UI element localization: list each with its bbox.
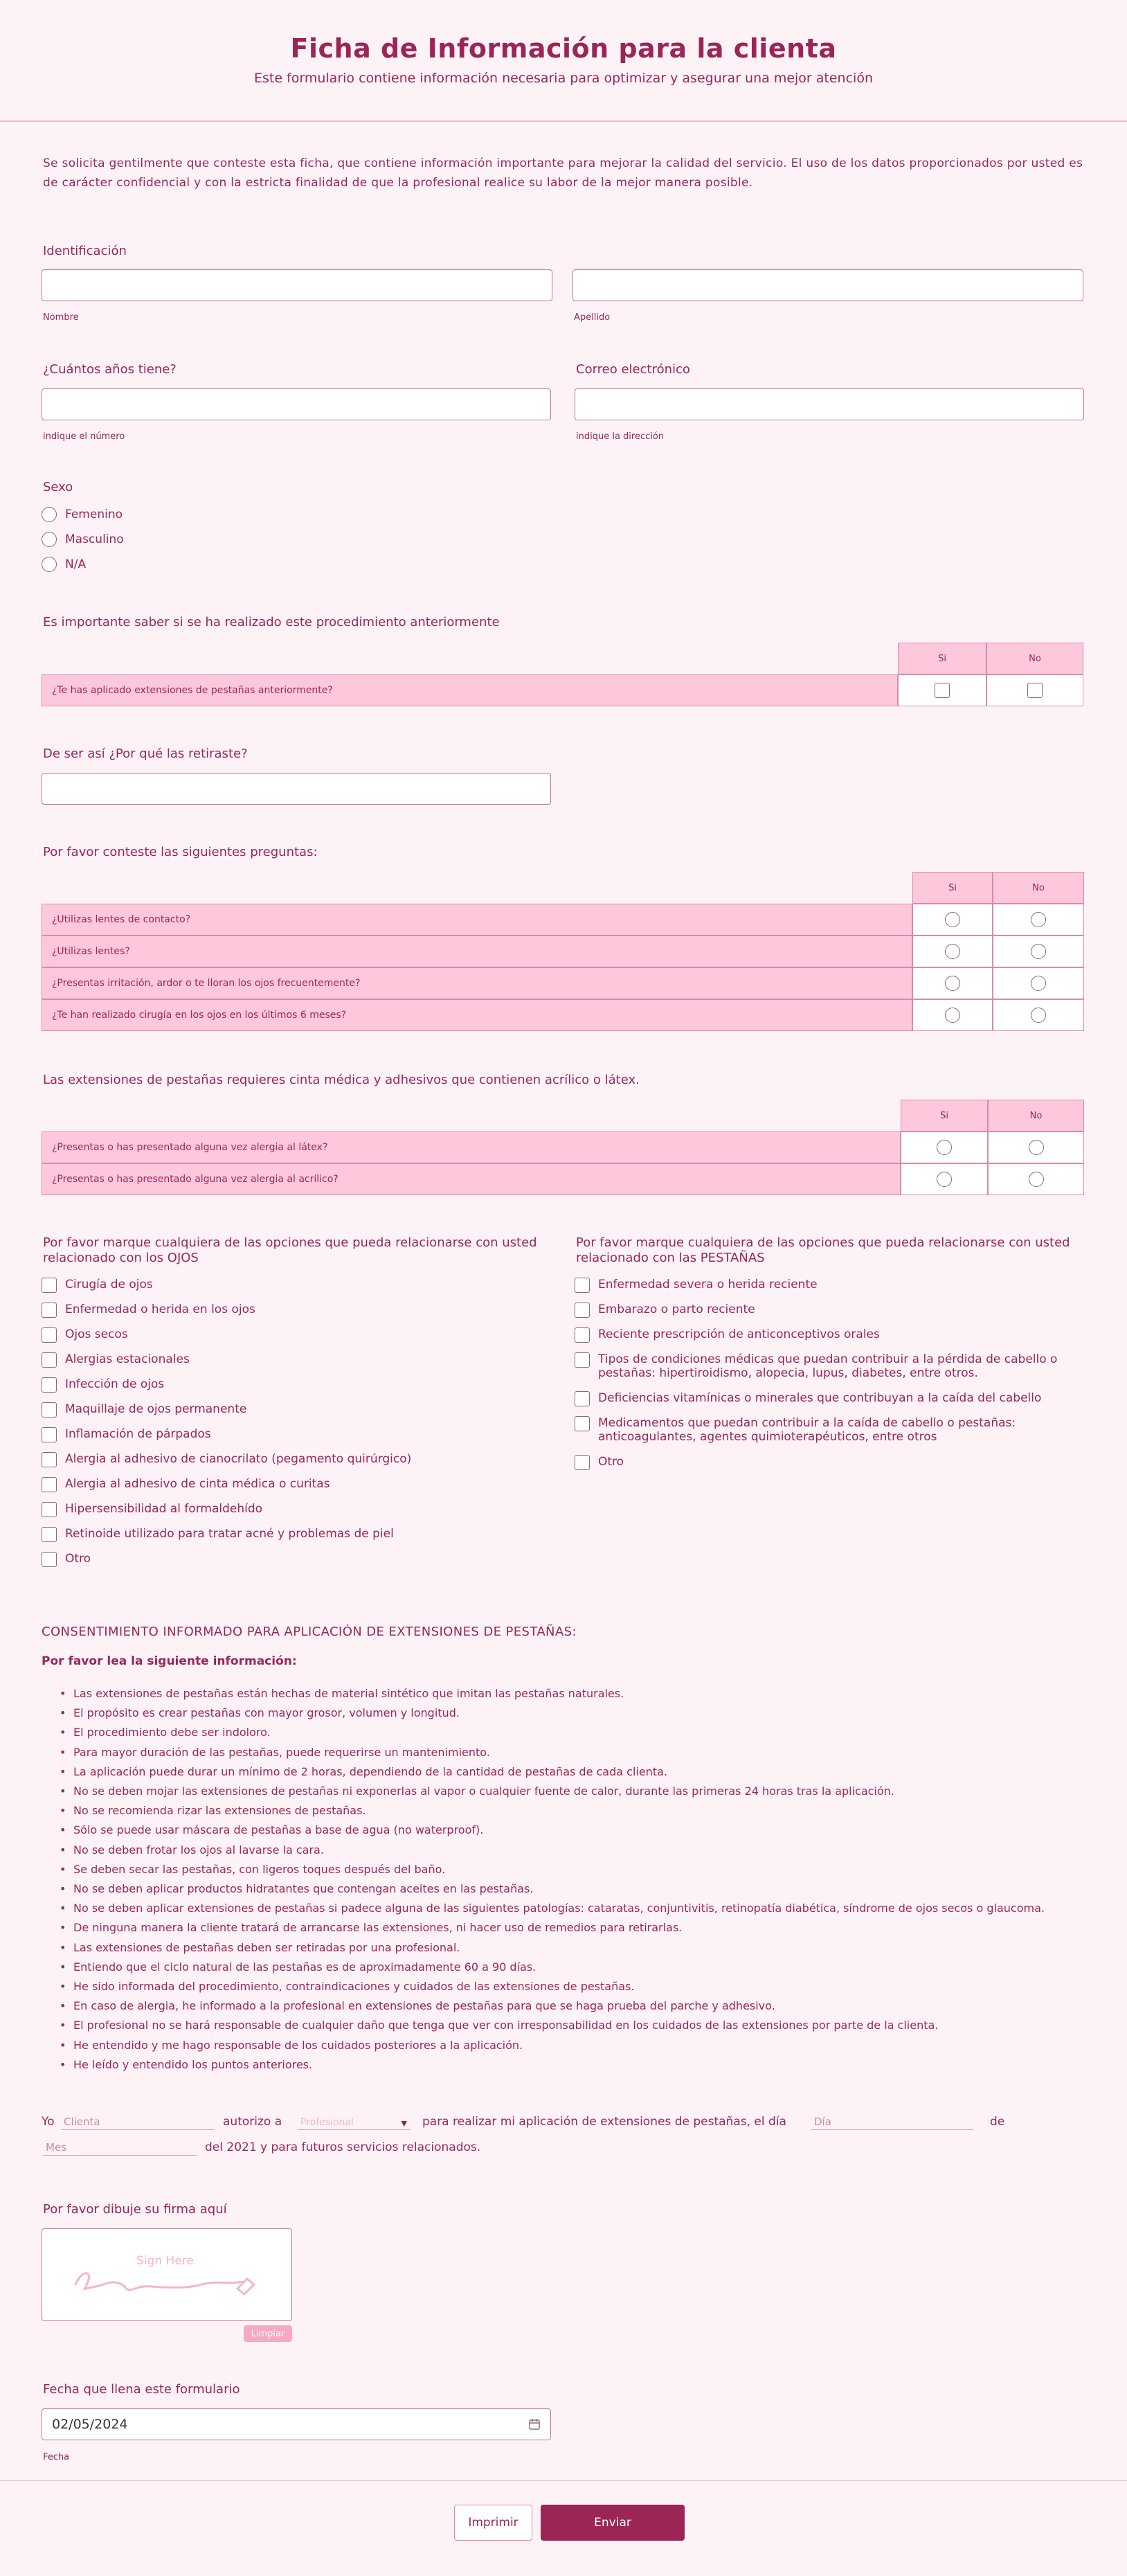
eyes-option[interactable]: Hipersensibilidad al formaldehído	[42, 1502, 554, 1527]
consent-item: • El profesional no se hará responsable de cualquier daño que tenga que ver con irresponsabilidad en los cuidados de las extensiones por parte de la clienta.	[73, 2016, 1091, 2035]
matrix-row-label: ¿Te han realizado cirugía en los ojos en los últimos 6 meses?	[42, 999, 912, 1031]
matrix-cell[interactable]	[988, 1163, 1084, 1195]
radio-button[interactable]	[945, 912, 960, 927]
date-value: 02/05/2024	[52, 2417, 128, 2432]
radio-button[interactable]	[945, 976, 960, 991]
matrix-cell[interactable]	[993, 967, 1084, 999]
consent-item: • He entendido y me hago responsable de los cuidados posteriores a la aplicación.	[73, 2036, 1091, 2055]
sex-option-femenino[interactable]: Femenino	[42, 507, 123, 522]
authorization-middle-text: para realizar mi aplicación de extensiones de pestañas, el día	[422, 2115, 786, 2129]
radio-button[interactable]	[1029, 1140, 1044, 1155]
day-input[interactable]: Día	[811, 2112, 973, 2130]
yo-text: Yo	[42, 2115, 55, 2129]
eyes-option[interactable]: Alergias estacionales	[42, 1352, 554, 1377]
page-title: Ficha de Información para la clienta	[290, 33, 837, 64]
radio-button[interactable]	[42, 532, 57, 547]
consent-item: • He leído y entendido los puntos anteriores.	[73, 2055, 1091, 2075]
checkbox[interactable]	[42, 1352, 57, 1368]
matrix-cell[interactable]	[912, 904, 993, 936]
radio-button[interactable]	[42, 557, 57, 572]
checkbox[interactable]	[42, 1402, 57, 1417]
eyes-option[interactable]: Retinoide utilizado para tratar acné y problemas de piel	[42, 1527, 554, 1552]
removal-label: De ser así ¿Por qué las retiraste?	[43, 746, 248, 761]
matrix-cell[interactable]	[901, 1163, 988, 1195]
first-name-input[interactable]	[42, 269, 552, 301]
client-name-input[interactable]: Clienta	[61, 2112, 215, 2130]
consent-item: • No se deben frotar los ojos al lavarse la cara.	[73, 1841, 1091, 1860]
submit-button[interactable]: Enviar	[541, 2505, 685, 2541]
consent-item: • Las extensiones de pestañas están hechas de material sintético que imitan las pestañas naturales.	[73, 1684, 1091, 1703]
radio-button[interactable]	[937, 1140, 952, 1155]
matrix-cell[interactable]	[993, 999, 1084, 1031]
consent-item: • El procedimiento debe ser indoloro.	[73, 1723, 1091, 1742]
date-label: Fecha que llena este formulario	[43, 2382, 240, 2397]
lashes-option[interactable]: Enfermedad severa o herida reciente	[575, 1278, 1059, 1303]
checkbox[interactable]	[42, 1327, 57, 1343]
consent-item: • En caso de alergia, he informado a la profesional en extensiones de pestañas para que se haga prueba del parche y adhesivo.	[73, 1996, 1091, 2016]
matrix-col-no: No	[988, 1100, 1084, 1132]
intro-text: Se solicita gentilmente que conteste esta ficha, que contiene información importante para mejorar la calidad del servicio. El uso de los datos proporcionados por usted es de carácter confidencial y con la estricta finalidad de que la profesional realice su labor de la mejor manera posible.	[43, 156, 1083, 190]
matrix-row-label: ¿Presentas irritación, ardor o te lloran los ojos frecuentemente?	[42, 967, 912, 999]
radio-button[interactable]	[945, 944, 960, 959]
checkbox[interactable]	[575, 1391, 590, 1406]
checkbox[interactable]	[42, 1477, 57, 1492]
eyes-option[interactable]: Alergia al adhesivo de cinta médica o curitas	[42, 1477, 554, 1502]
date-input[interactable]	[42, 2408, 551, 2440]
date-sublabel: Fecha	[43, 2452, 70, 2462]
lashes-options	[575, 1278, 1059, 1480]
last-name-sublabel: Apellido	[574, 312, 611, 323]
consent-list	[73, 1684, 1091, 2075]
sex-option-masculino[interactable]: Masculino	[42, 532, 124, 547]
eyes-option[interactable]: Otro	[42, 1552, 554, 1577]
consent-item: • He sido informada del procedimiento, contraindicaciones y cuidados de las extensiones de pestañas.	[73, 1977, 1091, 1996]
checkbox[interactable]	[935, 683, 950, 698]
lashes-option[interactable]: Medicamentos que puedan contribuir a la caída de cabello o pestañas: anticoagulantes, agentes quimioterapéuticos, entre otros	[575, 1416, 1059, 1455]
print-button[interactable]: Imprimir	[454, 2505, 532, 2541]
matrix-cell[interactable]	[986, 674, 1083, 706]
consent-item: • Para mayor duración de las pestañas, puede requerirse un mantenimiento.	[73, 1743, 1091, 1762]
checkbox[interactable]	[575, 1416, 590, 1431]
checkbox[interactable]	[42, 1278, 57, 1293]
consent-item: • No se recomienda rizar las extensiones de pestañas.	[73, 1801, 1091, 1821]
eyes-option[interactable]: Maquillaje de ojos permanente	[42, 1402, 554, 1427]
consent-item: • Se deben secar las pestañas, con ligeros toques después del baño.	[73, 1860, 1091, 1879]
checkbox[interactable]	[1027, 683, 1043, 698]
checkbox[interactable]	[42, 1427, 57, 1442]
matrix-cell[interactable]	[901, 1132, 988, 1163]
radio-button[interactable]	[1031, 976, 1046, 991]
eyes-option[interactable]: Inflamación de párpados	[42, 1427, 554, 1452]
signature-pad[interactable]	[42, 2228, 292, 2321]
email-input[interactable]	[575, 388, 1084, 420]
clear-signature-button[interactable]: Limpiar	[244, 2325, 292, 2342]
matrix-cell[interactable]	[912, 936, 993, 967]
matrix-col-si: Si	[898, 643, 986, 674]
lashes-option[interactable]: Otro	[575, 1455, 1059, 1480]
sex-option-na[interactable]: N/A	[42, 557, 86, 572]
checkbox[interactable]	[42, 1303, 57, 1318]
consent-item: • Entiendo que el ciclo natural de las pestañas es de aproximadamente 60 a 90 días.	[73, 1958, 1091, 1977]
consent-item: • La aplicación puede durar un mínimo de 2 horas, dependiendo de la cantidad de pestañas de cada clienta.	[73, 1762, 1091, 1782]
eyes-option[interactable]: Ojos secos	[42, 1327, 554, 1352]
professional-select[interactable]: Profesional ▼	[298, 2112, 410, 2130]
matrix-col-no: No	[993, 872, 1084, 904]
radio-button[interactable]	[1031, 912, 1046, 927]
signature-squiggle	[75, 2273, 243, 2290]
matrix-cell[interactable]	[912, 999, 993, 1031]
lashes-option[interactable]: Deficiencias vitamínicas o minerales que contribuyan a la caída del cabello	[575, 1391, 1059, 1416]
autorizo-text: autorizo a	[223, 2115, 282, 2129]
checkbox[interactable]	[42, 1502, 57, 1517]
checkbox[interactable]	[42, 1527, 57, 1542]
eyes-option[interactable]: Enfermedad o herida en los ojos	[42, 1303, 554, 1327]
consent-item: • El propósito es crear pestañas con mayor grosor, volumen y longitud.	[73, 1703, 1091, 1723]
month-input[interactable]: Mes	[43, 2138, 197, 2156]
checkbox[interactable]	[42, 1552, 57, 1567]
procedure-label: Es importante saber si se ha realizado este procedimiento anteriormente	[43, 615, 500, 629]
checkbox[interactable]	[42, 1452, 57, 1467]
header-divider	[0, 120, 1127, 122]
checkbox[interactable]	[575, 1303, 590, 1318]
consent-item: • De ninguna manera la cliente tratará de arrancarse las extensiones, ni hacer uso de remedios para retirarlas.	[73, 1918, 1091, 1938]
matrix-cell[interactable]	[912, 967, 993, 999]
consent-item: • Las extensiones de pestañas deben ser retiradas por una profesional.	[73, 1938, 1091, 1958]
matrix-row-label: ¿Utilizas lentes?	[42, 936, 912, 967]
lashes-label: Por favor marque cualquiera de las opciones que pueda relacionarse con usted relacionado con las PESTAÑAS	[576, 1235, 1070, 1265]
age-label: ¿Cuántos años tiene?	[43, 362, 177, 377]
consent-item: • Sólo se puede usar máscara de pestañas a base de agua (no waterproof).	[73, 1821, 1091, 1840]
matrix-col-si: Si	[901, 1100, 988, 1132]
signature-placeholder-graphic	[42, 2229, 293, 2322]
eyes-option[interactable]: Alergia al adhesivo de cianocrilato (pegamento quirúrgico)	[42, 1452, 554, 1477]
matrix-row-label: ¿Utilizas lentes de contacto?	[42, 904, 912, 936]
chevron-down-icon: ▼	[401, 2119, 407, 2128]
consent-item: • No se deben aplicar extensiones de pestañas si padece alguna de las siguientes patologías: cataratas, conjuntivitis, retinopatía diabética, síndrome de ojos secos o glaucoma.	[73, 1899, 1091, 1918]
footer-divider	[0, 2480, 1127, 2481]
matrix-cell[interactable]	[898, 674, 986, 706]
sign-here-text: Sign Here	[136, 2254, 194, 2268]
sex-label: Sexo	[43, 480, 73, 494]
signature-label: Por favor dibuje su firma aquí	[43, 2202, 227, 2217]
checkbox[interactable]	[575, 1352, 590, 1368]
consent-title: CONSENTIMIENTO INFORMADO PARA APLICACIÓN DE EXTENSIONES DE PESTAÑAS:	[42, 1625, 577, 1639]
radio-button[interactable]	[945, 1008, 960, 1023]
age-input[interactable]	[42, 388, 551, 420]
last-name-input[interactable]	[572, 269, 1083, 301]
matrix-cell[interactable]	[993, 936, 1084, 967]
email-sublabel: indique la dirección	[576, 431, 665, 442]
radio-button[interactable]	[1029, 1172, 1044, 1187]
radio-button[interactable]	[42, 507, 57, 522]
first-name-sublabel: Nombre	[43, 312, 79, 323]
matrix-row-label: ¿Presentas o has presentado alguna vez alergia al acrílico?	[42, 1163, 901, 1195]
consent-item: • No se deben aplicar productos hidratantes que contengan aceites en las pestañas.	[73, 1879, 1091, 1899]
eyes-option[interactable]: Infección de ojos	[42, 1377, 554, 1402]
calendar-icon[interactable]	[528, 2418, 541, 2431]
removal-input[interactable]	[42, 773, 551, 805]
checkbox[interactable]	[575, 1455, 590, 1470]
lashes-option[interactable]: Embarazo o parto reciente	[575, 1303, 1059, 1327]
checkbox[interactable]	[575, 1327, 590, 1343]
matrix-col-no: No	[986, 643, 1083, 674]
matrix-row-label: ¿Presentas o has presentado alguna vez alergia al látex?	[42, 1132, 901, 1163]
page-subtitle: Este formulario contiene información necesaria para optimizar y asegurar una mejor atención	[253, 71, 873, 86]
matrix-cell[interactable]	[988, 1132, 1084, 1163]
lashes-option[interactable]: Tipos de condiciones médicas que puedan contribuir a la pérdida de cabello o pestañas: hipertiroidismo, alopecia, lupus, diabetes, entre otros.	[575, 1352, 1059, 1391]
questions-label: Por favor conteste las siguientes preguntas:	[43, 845, 318, 859]
matrix-row-label: ¿Te has aplicado extensiones de pestañas anteriormente?	[42, 674, 898, 706]
consent-subtitle: Por favor lea la siguiente información:	[42, 1654, 297, 1668]
eyes-option[interactable]: Cirugía de ojos	[42, 1278, 554, 1303]
matrix-col-si: Si	[912, 872, 993, 904]
lashes-option[interactable]: Reciente prescripción de anticonceptivos orales	[575, 1327, 1059, 1352]
de-text: de	[990, 2115, 1005, 2129]
radio-button[interactable]	[937, 1172, 952, 1187]
consent-item: • No se deben mojar las extensiones de pestañas ni exponerlas al vapor o cualquier fuente de calor, durante las primeras 24 horas tras la aplicación.	[73, 1782, 1091, 1801]
checkbox[interactable]	[575, 1278, 590, 1293]
allergies-label: Las extensiones de pestañas requieres cinta médica y adhesivos que contienen acrílico o látex.	[43, 1073, 640, 1087]
eyes-options	[42, 1278, 554, 1577]
authorization-end-text: del 2021 y para futuros servicios relacionados.	[205, 2140, 481, 2154]
email-label: Correo electrónico	[576, 362, 690, 377]
identificacion-label: Identificación	[43, 244, 127, 258]
checkbox[interactable]	[42, 1377, 57, 1393]
radio-button[interactable]	[1031, 944, 1046, 959]
eyes-label: Por favor marque cualquiera de las opciones que pueda relacionarse con usted relacionado con los OJOS	[43, 1235, 537, 1265]
radio-button[interactable]	[1031, 1008, 1046, 1023]
matrix-cell[interactable]	[993, 904, 1084, 936]
age-sublabel: indique el número	[43, 431, 125, 442]
